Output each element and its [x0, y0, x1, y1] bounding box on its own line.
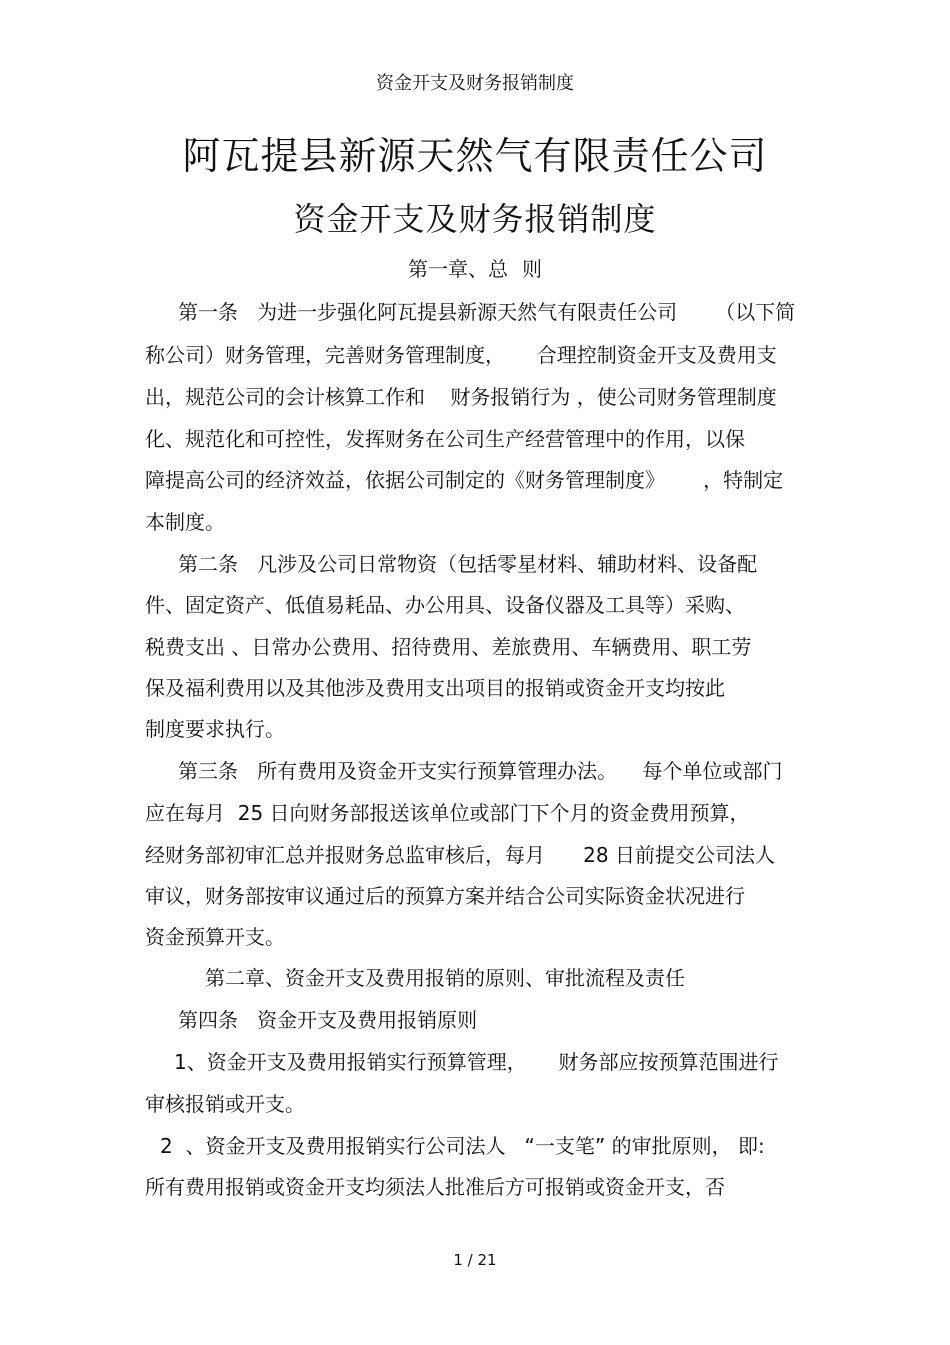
- company-title: 阿瓦提县新源天然气有限责任公司: [182, 134, 768, 178]
- chapter-heading: [0, 255, 950, 283]
- article-4-item-1-line-1: 1、资金开支及费用报销实行预算管理， 财务部应按预算范围进行: [174, 1050, 779, 1074]
- article-3-line-1: 第三条 所有费用及资金开支实行预算管理办法。 每个单位或部门: [178, 759, 783, 783]
- article-1-line-4: 化、规范化和可控性，发挥财务在公司生产经营管理中的作用，以保: [145, 427, 745, 451]
- article-4-item-2-line-2: 所有费用报销或资金开支均须法人批准后方可报销或资金开支，否: [145, 1175, 725, 1199]
- document-title: 资金开支及财务报销制度: [293, 200, 657, 238]
- chapter-heading-suffix: 则: [522, 257, 542, 281]
- article-2-line-5: 制度要求执行。: [145, 717, 285, 741]
- article-4-heading: 第四条 资金开支及费用报销原则: [178, 1008, 478, 1032]
- article-2-line-1: 第二条 凡涉及公司日常物资（包括零星材料、辅助材料、设备配: [178, 552, 758, 576]
- article-1-line-6: 本制度。: [145, 510, 225, 534]
- chapter-heading-label: 第一章、总: [408, 257, 508, 281]
- article-4-item-2-line-1: 2 、资金开支及费用报销实行公司法人 “一支笔” 的审批原则， 即:: [160, 1134, 765, 1158]
- article-3-line-2: 应在每月 25 日向财务部报送该单位或部门下个月的资金费用预算，: [145, 801, 750, 825]
- article-3-line-3: 经财务部初审汇总并报财务总监审核后，每月 28 日前提交公司法人: [145, 843, 775, 867]
- page-number: 1 / 21: [453, 1251, 497, 1269]
- article-2-line-3: 税费支出 、日常办公费用、招待费用、差旅费用、车辆费用、职工劳: [145, 635, 752, 659]
- article-2-line-4: 保及福利费用以及其他涉及费用支出项目的报销或资金开支均按此: [145, 676, 725, 700]
- article-1-line-2: 称公司）财务管理，完善财务管理制度， 合理控制资金开支及费用支: [145, 343, 777, 367]
- article-1-line-3: 出，规范公司的会计核算工作和 财务报销行为 ，使公司财务管理制度: [145, 385, 777, 409]
- article-1-line-1: 第一条 为进一步强化阿瓦提县新源天然气有限责任公司 （以下简: [178, 300, 796, 324]
- article-3-line-5: 资金预算开支。: [145, 925, 285, 949]
- article-4-item-1-line-2: 审核报销或开支。: [145, 1092, 305, 1116]
- article-2-line-2: 件、固定资产、低值易耗品、办公用具、设备仪器及工具等）采购、: [145, 593, 745, 617]
- chapter-2-heading: 第二章、资金开支及费用报销的原则、审批流程及责任: [205, 966, 685, 990]
- article-3-line-4: 审议，财务部按审议通过后的预算方案并结合公司实际资金状况进行: [145, 884, 745, 908]
- article-1-line-5: 障提高公司的经济效益，依据公司制定的《财务管理制度》 ，特制定: [145, 468, 784, 492]
- running-header: 资金开支及财务报销制度: [376, 73, 574, 94]
